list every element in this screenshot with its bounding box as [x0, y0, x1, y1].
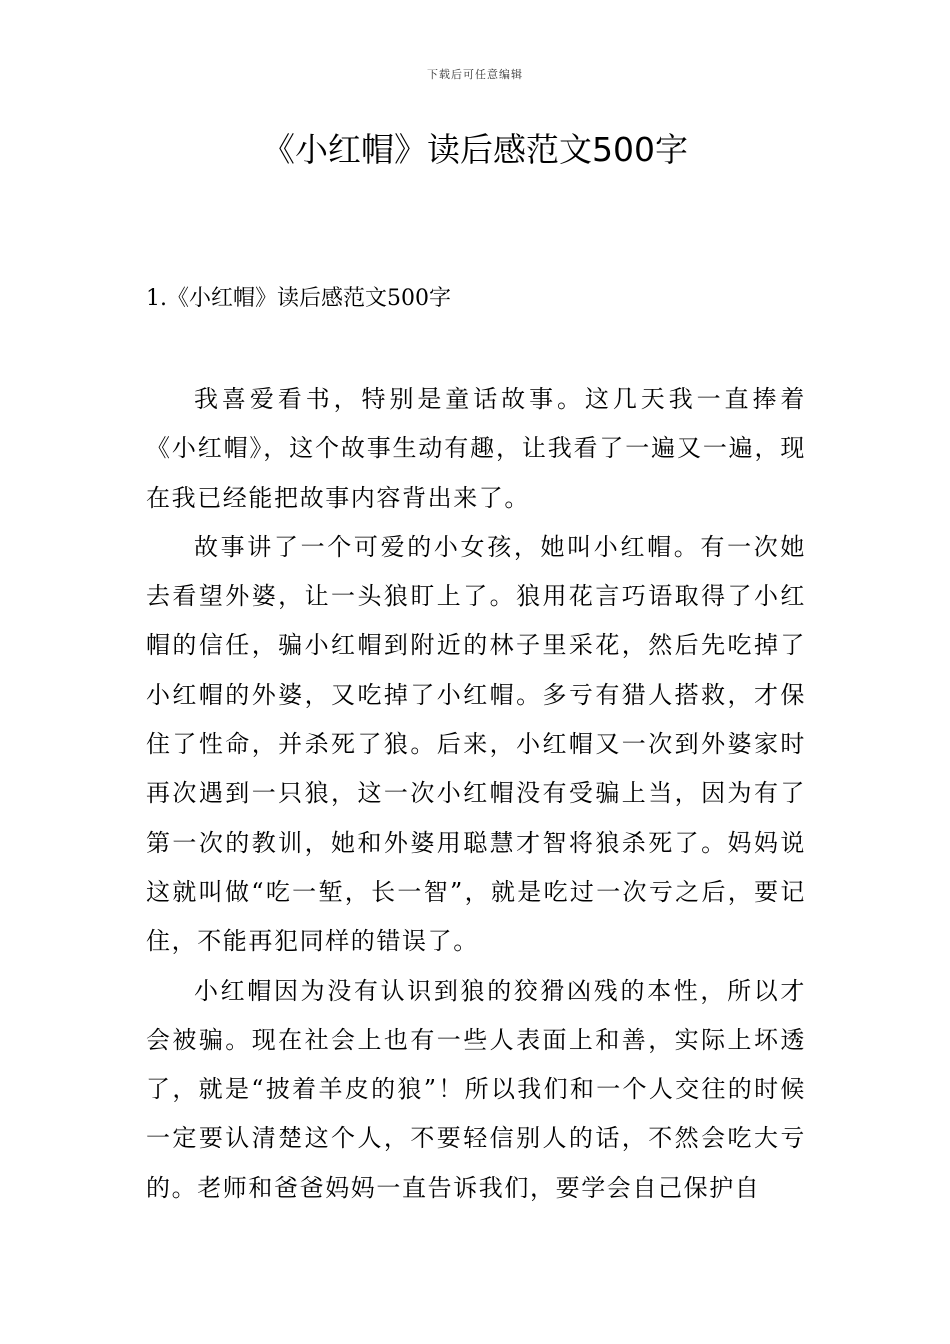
paragraph-1: 我喜爱看书，特别是童话故事。这几天我一直捧着《小红帽》，这个故事生动有趣，让我看了一遍又一遍，现在我已经能把故事内容背出来了。: [146, 385, 806, 512]
header-note: 下载后可任意编辑: [427, 68, 523, 81]
document-body: [146, 375, 806, 1213]
document-title: 《小红帽》读后感范文500字: [262, 130, 688, 169]
paragraph-2: 故事讲了一个可爱的小女孩，她叫小红帽。有一次她去看望外婆，让一头狼盯上了。狼用花言巧语取得了小红帽的信任，骗小红帽到附近的林子里采花，然后先吃掉了小红帽的外婆，又吃掉了小红帽。多亏有猎人搭救，才保住了性命，并杀死了狼。后来，小红帽又一次到外婆家时再次遇到一只狼，这一次小红帽没有受骗上当，因为有了第一次的教训，她和外婆用聪慧才智将狼杀死了。妈妈说这就叫做“吃一堑，长一智”，就是吃过一次亏之后，要记住，不能再犯同样的错误了。: [146, 532, 806, 956]
section-heading: 1.《小红帽》读后感范文500字: [146, 286, 451, 311]
paragraph-3: 小红帽因为没有认识到狼的狡猾凶残的本性，所以才会被骗。现在社会上也有一些人表面上和善，实际上坏透了，就是“披着羊皮的狼”！所以我们和一个人交往的时候一定要认清楚这个人，不要轻信别人的话，不然会吃大亏的。老师和爸爸妈妈一直告诉我们，要学会自己保护自: [146, 976, 806, 1202]
